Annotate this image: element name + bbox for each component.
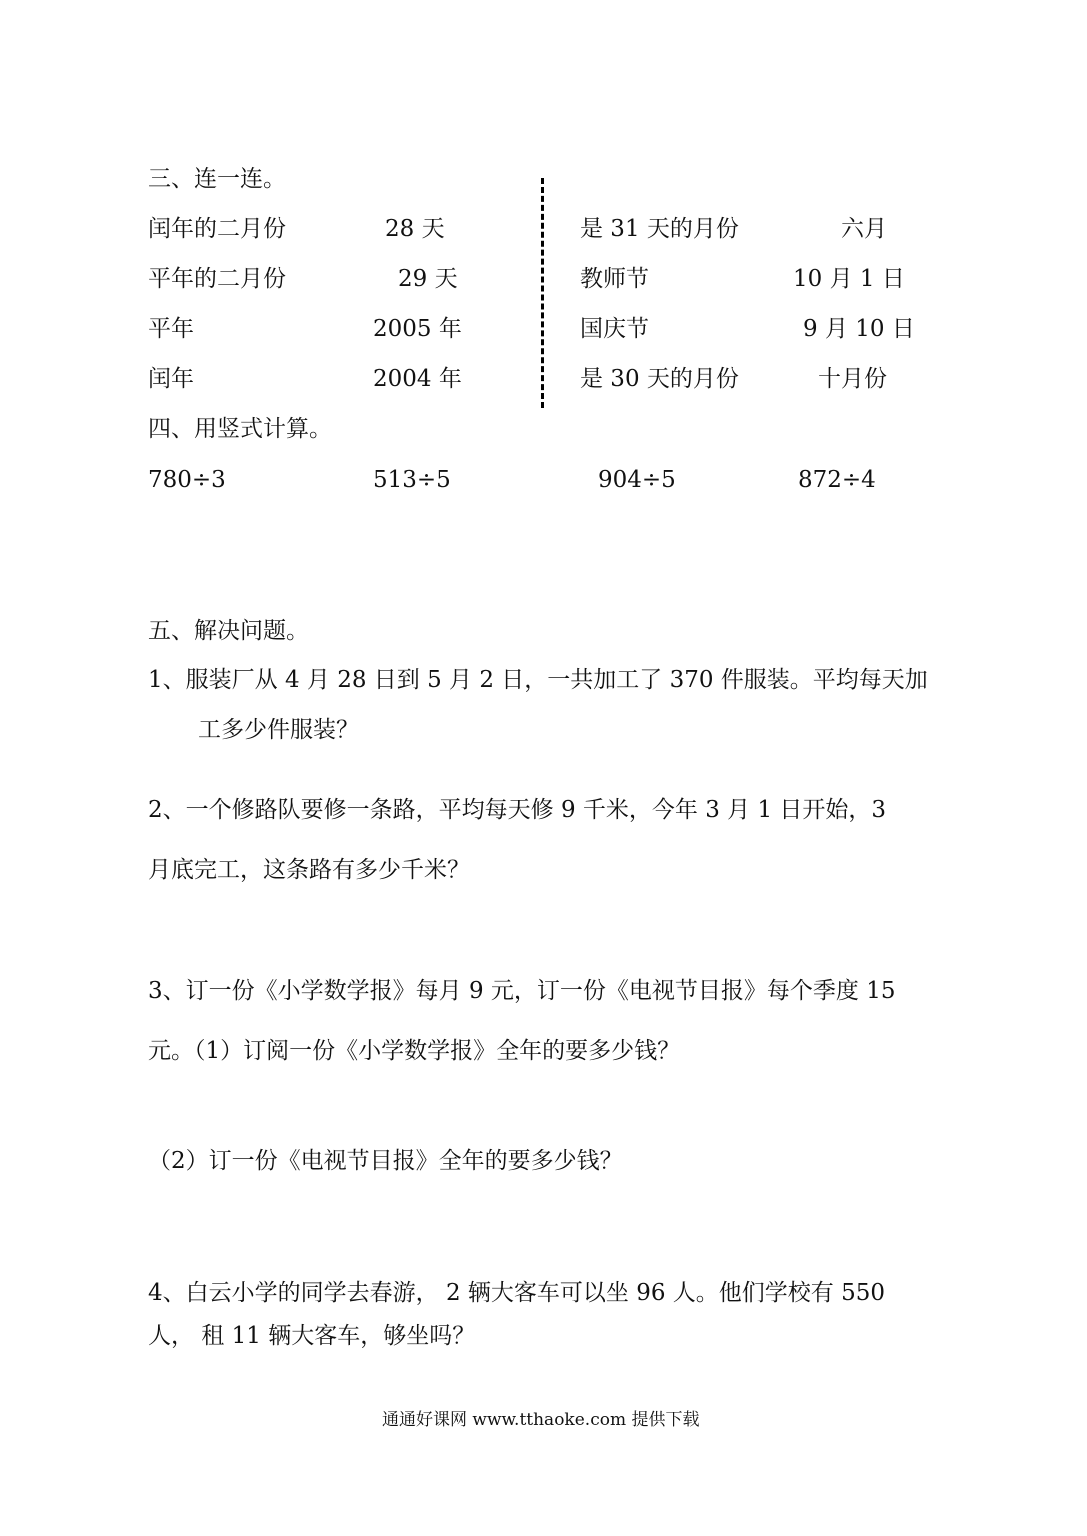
match-left-target: 29 天 — [398, 266, 458, 292]
match-right-target: 9 月 10 日 — [803, 316, 915, 342]
match-left-item: 闰年的二月份 — [148, 216, 286, 242]
question-3-line-3: （2）订一份《电视节目报》全年的要多少钱？ — [148, 1148, 623, 1174]
match-left-target: 2004 年 — [373, 366, 462, 392]
question-3-line-2: 元。（1）订阅一份《小学数学报》全年的要多少钱？ — [148, 1038, 681, 1064]
match-left-item: 平年的二月份 — [148, 266, 286, 292]
section3-title: 三、连一连。 — [148, 166, 286, 192]
question-2-line-1: 2、一个修路队要修一条路，平均每天修 9 千米，今年 3 月 1 日开始，3 — [148, 797, 887, 823]
match-left-item: 闰年 — [148, 366, 194, 392]
page-footer: 通通好课网 www.tthaoke.com 提供下载 — [382, 1410, 700, 1430]
match-right-item: 教师节 — [580, 266, 649, 292]
question-1-line-1: 1、服装厂从 4 月 28 日到 5 月 2 日，一共加工了 370 件服装。平均每天加 — [148, 667, 928, 693]
question-4-line-1: 4、白云小学的同学去春游， 2 辆大客车可以坐 96 人。他们学校有 550 — [148, 1280, 885, 1306]
question-2-line-2: 月底完工，这条路有多少千米？ — [148, 857, 470, 883]
calc-item: 904÷5 — [598, 467, 676, 493]
question-3-line-1: 3、订一份《小学数学报》每月 9 元，订一份《电视节目报》每个季度 15 — [148, 978, 896, 1004]
match-right-target: 10 月 1 日 — [793, 266, 905, 292]
match-right-target: 六月 — [841, 216, 887, 242]
calc-item: 780÷3 — [148, 467, 226, 493]
dashed-divider — [541, 178, 544, 408]
calc-item: 513÷5 — [373, 467, 451, 493]
question-4-line-2: 人， 租 11 辆大客车，够坐吗？ — [148, 1323, 476, 1349]
section5-title: 五、解决问题。 — [148, 618, 309, 644]
match-left-target: 28 天 — [385, 216, 445, 242]
calc-item: 872÷4 — [798, 467, 876, 493]
match-left-item: 平年 — [148, 316, 194, 342]
match-right-target: 十月份 — [818, 366, 887, 392]
section4-title: 四、用竖式计算。 — [148, 416, 332, 442]
match-left-target: 2005 年 — [373, 316, 462, 342]
question-1-line-2: 工多少件服装？ — [198, 717, 359, 743]
match-right-item: 是 31 天的月份 — [580, 216, 739, 242]
match-right-item: 国庆节 — [580, 316, 649, 342]
match-right-item: 是 30 天的月份 — [580, 366, 739, 392]
